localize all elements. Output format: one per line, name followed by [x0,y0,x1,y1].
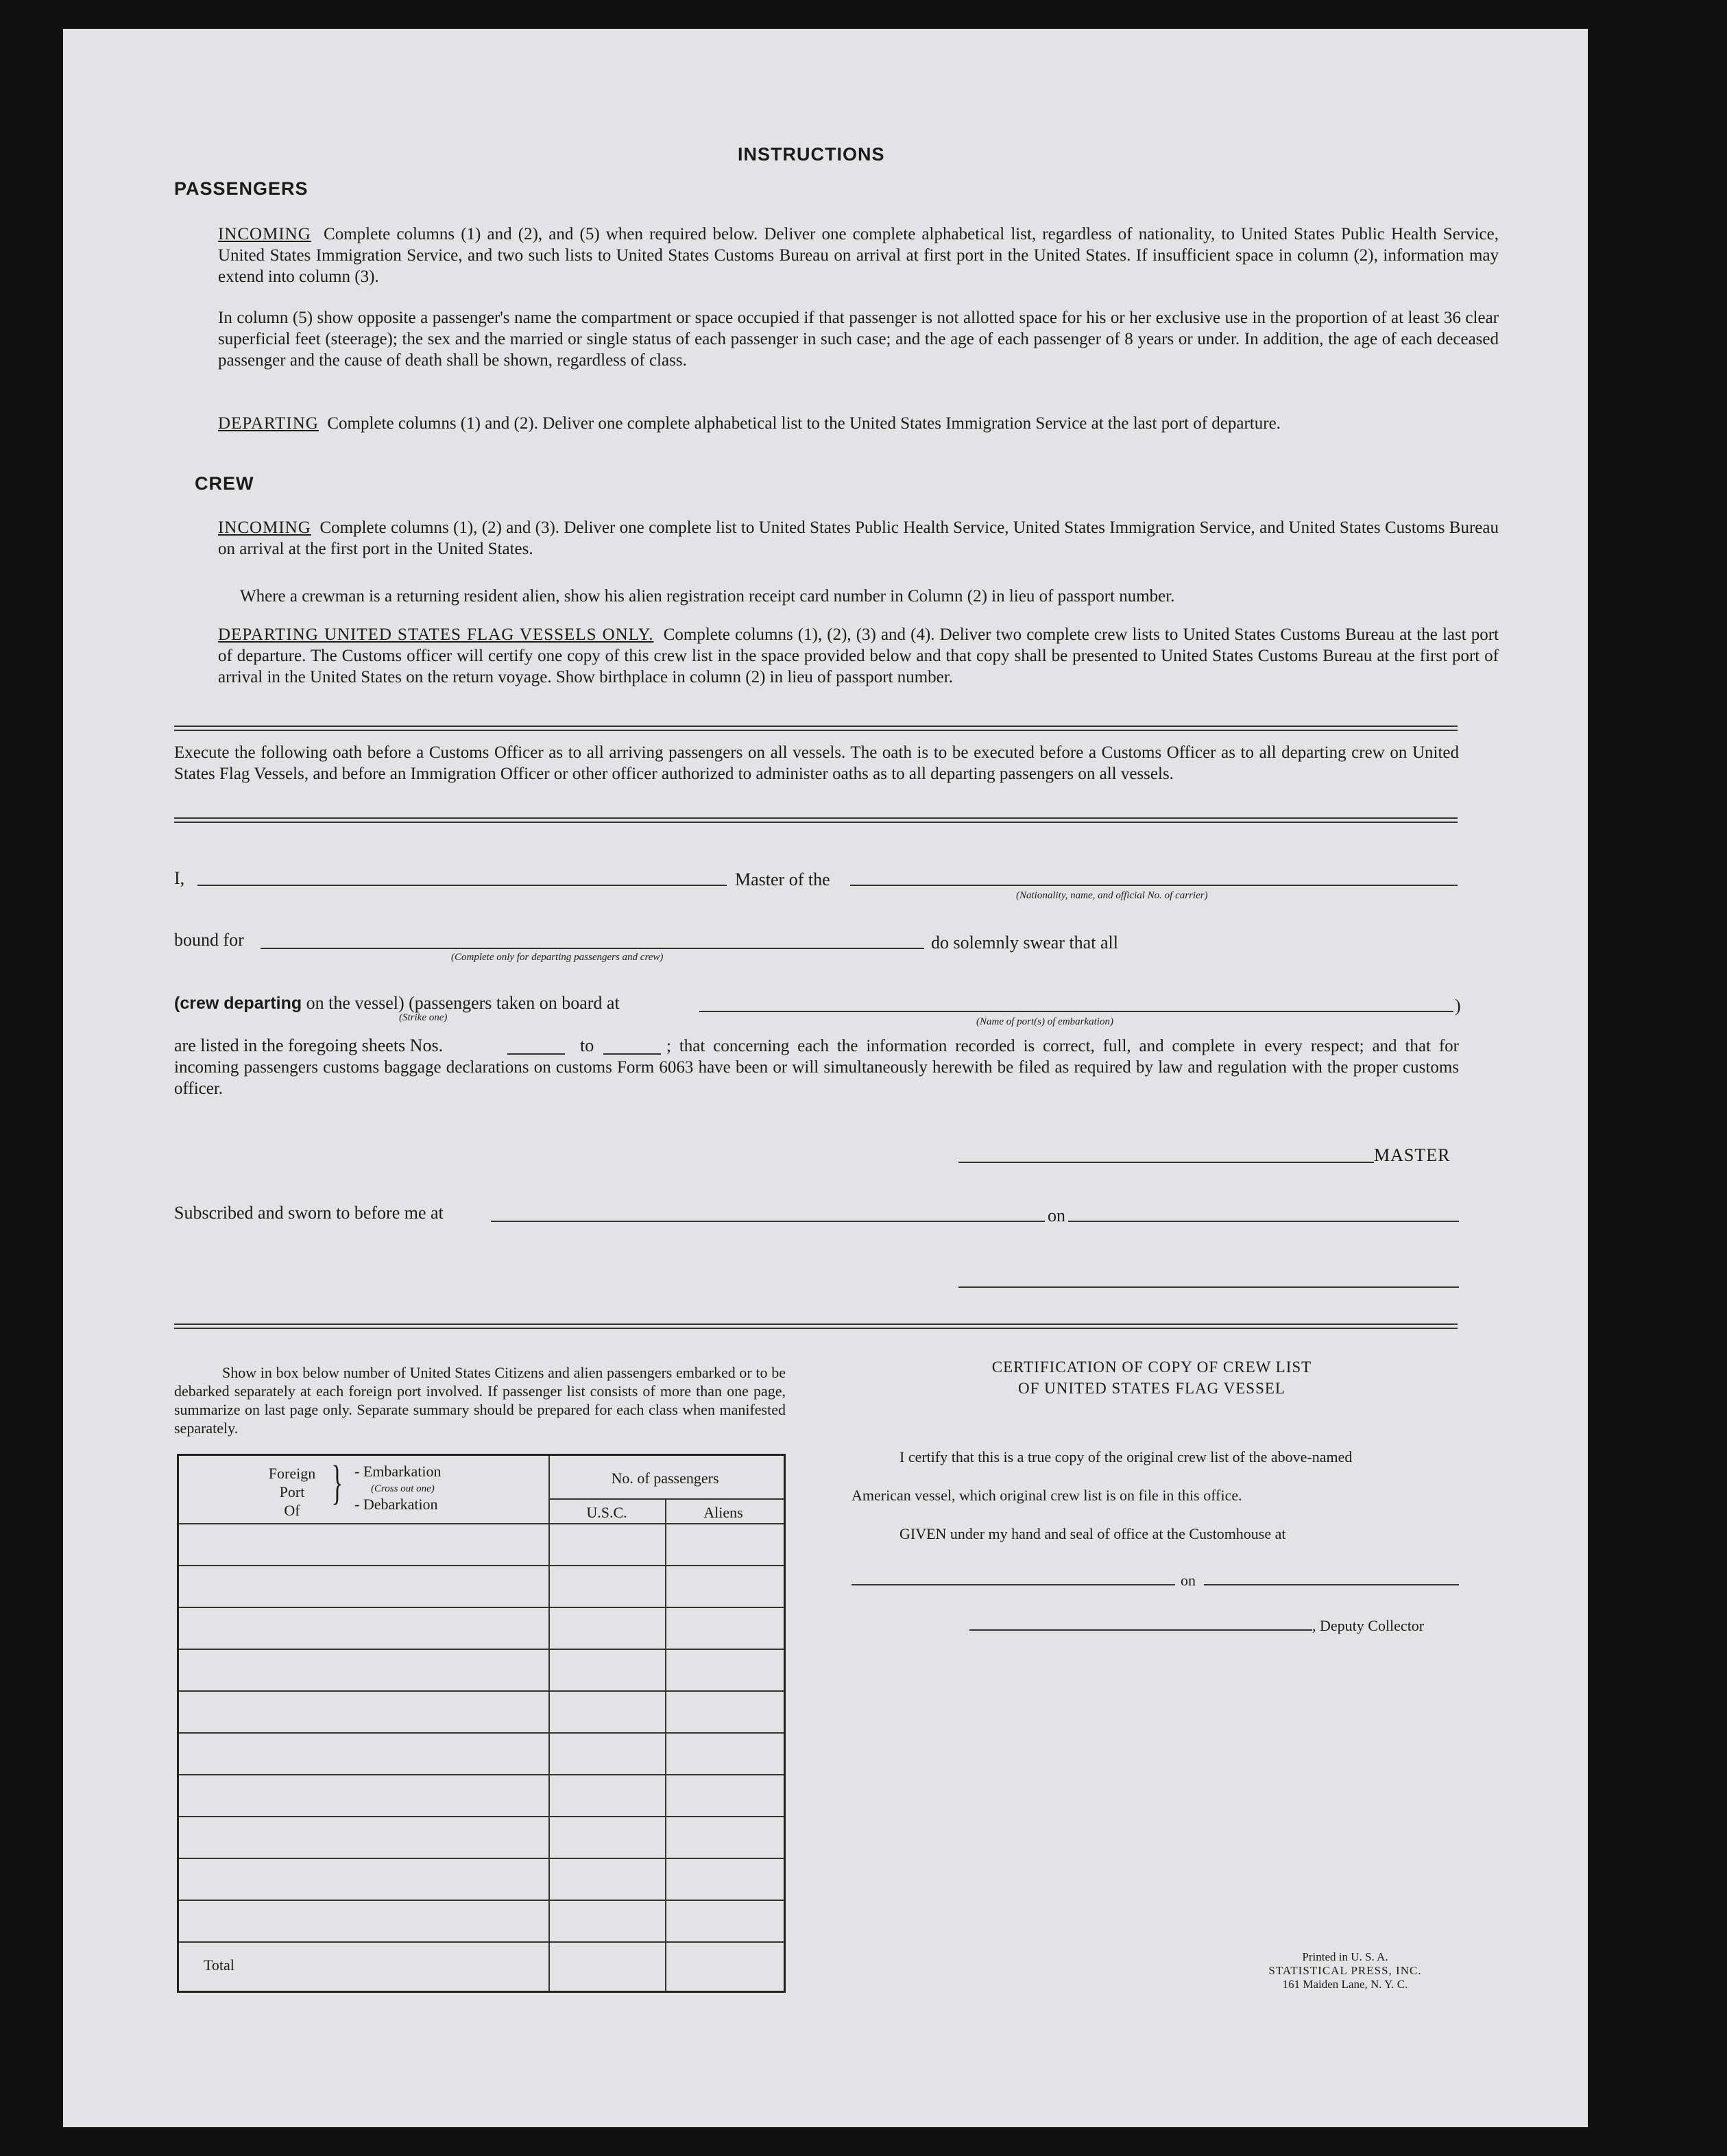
bound-for-field[interactable] [261,948,924,949]
listed-rest: ; that concerning each the information recorded is correct, full, and complete in every respect; and that for incoming passengers customs baggage declarations on customs Form 6063 have been or will simultaneously herewith be filed as required by law and regulation with the proper customs officer. [174,1037,1459,1098]
printer-line2: STATISTICAL PRESS, INC. [1268,1964,1422,1977]
divider [174,817,1458,823]
passenger-summary-table [177,1454,786,1993]
on-vessel-text: on the vessel) [306,993,404,1013]
passengers-incoming-text: Complete columns (1) and (2), and (5) when required below. Deliver one complete alphabetical list, regardless of nationality, to United States Public Health Service, United States Immigration Service, and two such lists to United States Customs Bureau on arrival at first port in the United States. If insufficient space in column (2), information may extend into column (3). [218,225,1499,286]
crew-incoming-paragraph [218,517,1499,560]
strike-line [174,993,620,1014]
officer-signature-field[interactable] [958,1286,1459,1288]
bound-for-label: bound for [174,930,244,950]
close-paren: ) [1455,996,1461,1016]
incoming-label: INCOMING [218,225,311,243]
passengers-heading: PASSENGERS [174,178,309,199]
table-row [179,1607,784,1608]
debarkation-label: - Debarkation [354,1496,438,1513]
customhouse-field[interactable] [852,1584,1175,1585]
table-row [179,1523,784,1524]
port-label: Port [279,1483,305,1500]
no-of-passengers-header: No. of passengers [611,1470,719,1487]
master-name-field[interactable] [197,885,727,886]
oath-i-label: I, [174,868,185,888]
table-divider [665,1498,666,1991]
resident-alien-paragraph: Where a crewman is a returning resident alien, show his alien registration receipt card number in Column (2) in lieu of passport number. [240,587,1175,606]
bound-caption: (Complete only for departing passengers and crew) [451,952,664,963]
table-divider [548,1498,784,1500]
sworn-at-field[interactable] [491,1221,1045,1222]
table-row [179,1565,784,1566]
passengers-taken-option[interactable]: (passengers taken on board at [409,993,620,1013]
column5-paragraph: In column (5) show opposite a passenger's name the compartment or space occupied if that passenger is not allotted space for his or her exclusive use in the proportion of at least 36 clear superficial feet (steerage); the sex and the married or single status of each passenger in such case; and the age of each passenger of 8 years or under. In addition, the age of each deceased passenger and the cause of death shall be shown, regardless of class. [218,309,1499,370]
divider [174,1323,1458,1329]
swear-text: do solemnly swear that all [931,933,1118,953]
crew-departing-text: Complete columns (1), (2), (3) and (4). Deliver two complete crew lists to United States Customs Bureau at the last port of departure. The Customs officer will certify one copy of this crew list in the space provided below and that copy shall be presented to United States Customs Bureau at the first port of arrival in the United States on the return voyage. Show birthplace in column (2) in lieu of passport number. [218,625,1499,686]
table-row [179,1649,784,1650]
passengers-departing-paragraph [218,413,1499,434]
crew-departing-paragraph [218,624,1499,688]
ports-caption: (Name of port(s) of embarkation) [976,1016,1113,1027]
nationality-caption: (Nationality, name, and official No. of carrier) [1016,890,1208,901]
master-label: MASTER [1374,1145,1451,1165]
carrier-field[interactable] [850,885,1458,886]
total-label: Total [204,1956,234,1974]
table-row [179,1774,784,1775]
crew-departing-option[interactable]: (crew departing [174,994,302,1013]
american-vessel-text: American vessel, which original crew list is on file in this office. [852,1487,1242,1504]
foreign-port-header [261,1464,323,1520]
page-title: INSTRUCTIONS [738,144,885,165]
table-divider [548,1456,550,1991]
to-label: to [580,1035,594,1055]
usc-header: U.S.C. [586,1504,627,1521]
certify-text: I certify that this is a true copy of the original crew list of the above-named [899,1448,1353,1465]
foreign-label: Foreign [268,1465,316,1482]
certification-on-label: on [1181,1572,1196,1589]
of-label: Of [284,1502,300,1519]
strike-one-caption: (Strike one) [399,1012,448,1023]
sworn-on-label: on [1048,1206,1065,1225]
given-text: GIVEN under my hand and seal of office at the Customhouse at [899,1525,1286,1542]
printer-line1: Printed in U. S. A. [1302,1950,1388,1963]
brace-icon: } [331,1457,343,1509]
listed-start: are listed in the foregoing sheets Nos. [174,1035,444,1055]
certification-title [953,1356,1351,1399]
printer-line3: 161 Maiden Lane, N. Y. C. [1282,1978,1408,1991]
certification-title-line2: OF UNITED STATES FLAG VESSEL [1018,1380,1285,1397]
crew-heading: CREW [195,473,254,494]
table-row [179,1732,784,1734]
crew-incoming-text: Complete columns (1), (2) and (3). Deliver one complete list to United States Public Health Service, United States Immigration Service, and United States Customs Bureau on arrival at the first port in the United States. [218,518,1499,558]
table-row [179,1941,784,1943]
master-of-the-label: Master of the [735,870,830,889]
oath-intro: Execute the following oath before a Customs Officer as to all arriving passengers on all vessels. The oath is to be executed before a Customs Officer as to all departing crew on United States Flag Vessels, and before an Immigration Officer or other officer authorized to administer oaths as to all departing passengers on all vessels. [174,743,1459,783]
crew-incoming-label: INCOMING [218,518,311,537]
passengers-incoming-paragraph [218,224,1499,287]
table-row [179,1900,784,1901]
subscribed-label: Subscribed and sworn to before me at [174,1203,444,1223]
printer-imprint [1242,1950,1448,1991]
embarkation-label: - Embarkation [354,1463,442,1480]
certification-title-line1: CERTIFICATION OF COPY OF CREW LIST [991,1358,1312,1376]
cross-out-caption: (Cross out one) [371,1483,435,1494]
passengers-departing-text: Complete columns (1) and (2). Deliver one complete alphabetical list to the United States Immigration Service at the last port of departure. [327,414,1281,433]
departing-label: DEPARTING [218,414,319,433]
aliens-header: Aliens [703,1504,743,1521]
crew-departing-label: DEPARTING UNITED STATES FLAG VESSELS ONLY. [218,625,654,644]
table-row [179,1690,784,1692]
divider [174,726,1458,731]
embarkation-port-field[interactable] [699,1011,1453,1012]
certification-date-field[interactable] [1204,1584,1459,1585]
table-row [179,1816,784,1817]
sworn-date-field[interactable] [1068,1221,1459,1222]
form-page [63,29,1588,2127]
master-signature-field[interactable] [958,1162,1374,1163]
deputy-collector-label: , Deputy Collector [1312,1617,1425,1634]
table-row [179,1858,784,1859]
summary-instructions: Show in box below number of United States Citizens and alien passengers embarked or to be debarked separately at each foreign port involved. If passenger list consists of more than one page, summarize on last page only. Separate summary should be prepared for each class when manifested separately. [174,1364,786,1437]
deputy-signature-field[interactable] [969,1629,1312,1631]
